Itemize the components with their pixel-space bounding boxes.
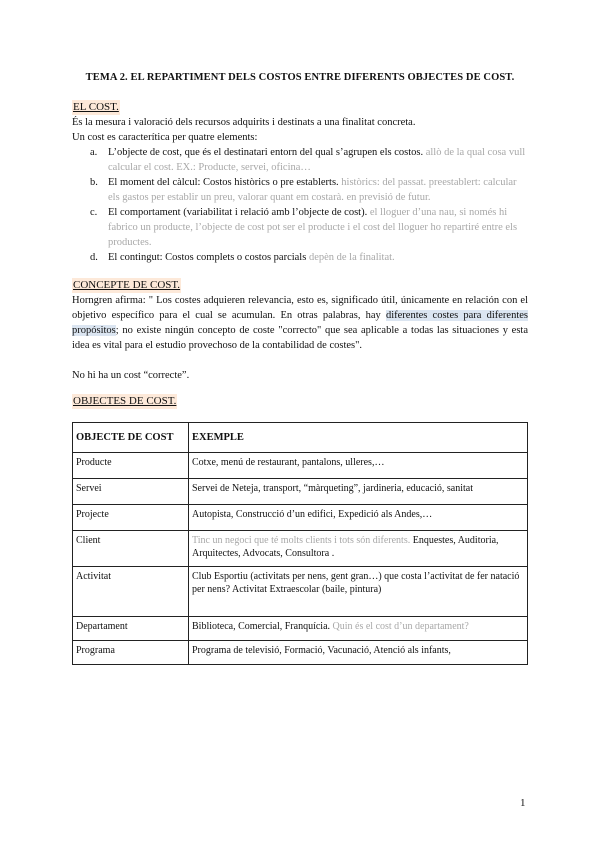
- list-item: [72, 175, 528, 205]
- list-item-note: el lloguer d’una nau, si només hi fabrico un producte, l’objecte de cost pot ser el producte i el cost del lloguer ho repartiré entre els productes.: [108, 207, 518, 248]
- objects-heading: OBJECTES DE COST.: [73, 395, 177, 407]
- list-marker: c.: [90, 207, 98, 218]
- table-cell-object: Departament: [73, 617, 189, 641]
- example-text: Club Esportiu (activitats per nens, gent gran…) que costa l’activitat de fer natació per nens? Activitat Extraescolar (baile, pintura): [192, 571, 520, 595]
- table-cell-object: Client: [73, 531, 189, 567]
- example-text: Programa de televisió, Formació, Vacunació, Atenció als infants,: [192, 645, 451, 656]
- table-cell-object: Producte: [73, 453, 189, 479]
- table-row: [73, 479, 528, 505]
- table-cell-object: Servei: [73, 479, 189, 505]
- list-item-text: El contingut: Costos complets o costos parcials: [108, 252, 307, 263]
- table-cell-example: [189, 617, 528, 641]
- objects-section: [72, 394, 528, 409]
- list-item-note: depèn de la finalitat.: [308, 252, 395, 263]
- table-header-row: [73, 423, 528, 453]
- quote-start: Horngren afirma: " Los costes adquieren relevancia, esto es, significado útil, únicamente en relación con el objetivo específico para el cual se acumulan. En otras palabras, hay: [72, 295, 528, 321]
- table-cell-object: Activitat: [73, 567, 189, 617]
- example-text: Servei de Neteja, transport, “màrqueting”, jardineria, educació, sanitat: [192, 483, 473, 494]
- example-text: Cotxe, menú de restaurant, pantalons, ulleres,…: [192, 457, 385, 468]
- table-cell-object: Projecte: [73, 505, 189, 531]
- example-text: Biblioteca, Comercial, Franquícia.: [192, 621, 331, 632]
- table-cell-example: [189, 641, 528, 665]
- list-item-text: El moment del càlcul: Costos històrics o pre establerts.: [108, 177, 339, 188]
- table-row: [73, 453, 528, 479]
- cost-heading: EL COST.: [73, 101, 119, 113]
- list-item: [72, 205, 528, 250]
- table-row: [73, 531, 528, 567]
- cost-objects-table: [72, 422, 528, 665]
- table-row: [73, 567, 528, 617]
- table-cell-example: [189, 453, 528, 479]
- list-marker: d.: [90, 252, 98, 263]
- quote-end: ; no existe ningún concepto de coste "correcto" que sea aplicable a todas las situaciones y esta idea es vital para el estudio provechoso de la contabilidad de costes".: [72, 325, 528, 351]
- example-note: Quin és el cost d’un departament?: [330, 621, 469, 632]
- list-item: [72, 250, 528, 265]
- list-marker: a.: [90, 147, 98, 158]
- horngren-quote: [72, 293, 528, 353]
- table-cell-example: [189, 531, 528, 567]
- table-cell-object: Programa: [73, 641, 189, 665]
- list-marker: b.: [90, 177, 98, 188]
- cost-definition: És la mesura i valoració dels recursos adquirits i destinats a una finalitat concreta.: [72, 117, 416, 128]
- table-row: [73, 505, 528, 531]
- list-item-text: L’objecte de cost, que és el destinatari entorn del qual s’agrupen els costos.: [108, 147, 424, 158]
- table-cell-example: [189, 479, 528, 505]
- example-note: Tinc un negoci que té molts clients i tots són diferents.: [192, 535, 411, 546]
- list-item-note: allò de la qual cosa vull calcular el cost. EX.: Producte, servei, oficina…: [108, 147, 526, 173]
- table-header-object: OBJECTE DE COST: [73, 423, 189, 453]
- table-cell-example: [189, 505, 528, 531]
- table-row: [73, 617, 528, 641]
- list-item-text: El comportament (variabilitat i relació amb l’objecte de cost).: [108, 207, 368, 218]
- table-row: [73, 641, 528, 665]
- example-text: Enquestes, Auditoria, Arquitectes, Advocats, Consultora .: [192, 535, 499, 559]
- cost-intro: Un cost es caracterítica per quatre elements:: [72, 132, 258, 143]
- cost-section: [72, 100, 528, 265]
- example-text: Autopista, Construcció d’un edifici, Expedició als Andes,…: [192, 509, 433, 520]
- cost-elements-list: [72, 145, 528, 265]
- table-cell-example: [189, 567, 528, 617]
- list-item-note: històrics: del passat. preestablert: calcular els gastos per establir un preu, valorar quant em costarà. en previsió de futur.: [108, 177, 517, 203]
- page-title: TEMA 2. EL REPARTIMENT DELS COSTOS ENTRE DIFERENTS OBJECTES DE COST.: [85, 72, 515, 83]
- table-header-example: EXEMPLE: [189, 423, 528, 453]
- concept-conclusion: No hi ha un cost “correcte”.: [72, 370, 190, 381]
- concept-heading: CONCEPTE DE COST.: [73, 279, 181, 291]
- list-item: [72, 145, 528, 175]
- concept-section: [72, 278, 528, 383]
- quote-highlight: diferentes costes para diferentes propósitos: [72, 310, 528, 336]
- page-number: 1: [520, 797, 526, 809]
